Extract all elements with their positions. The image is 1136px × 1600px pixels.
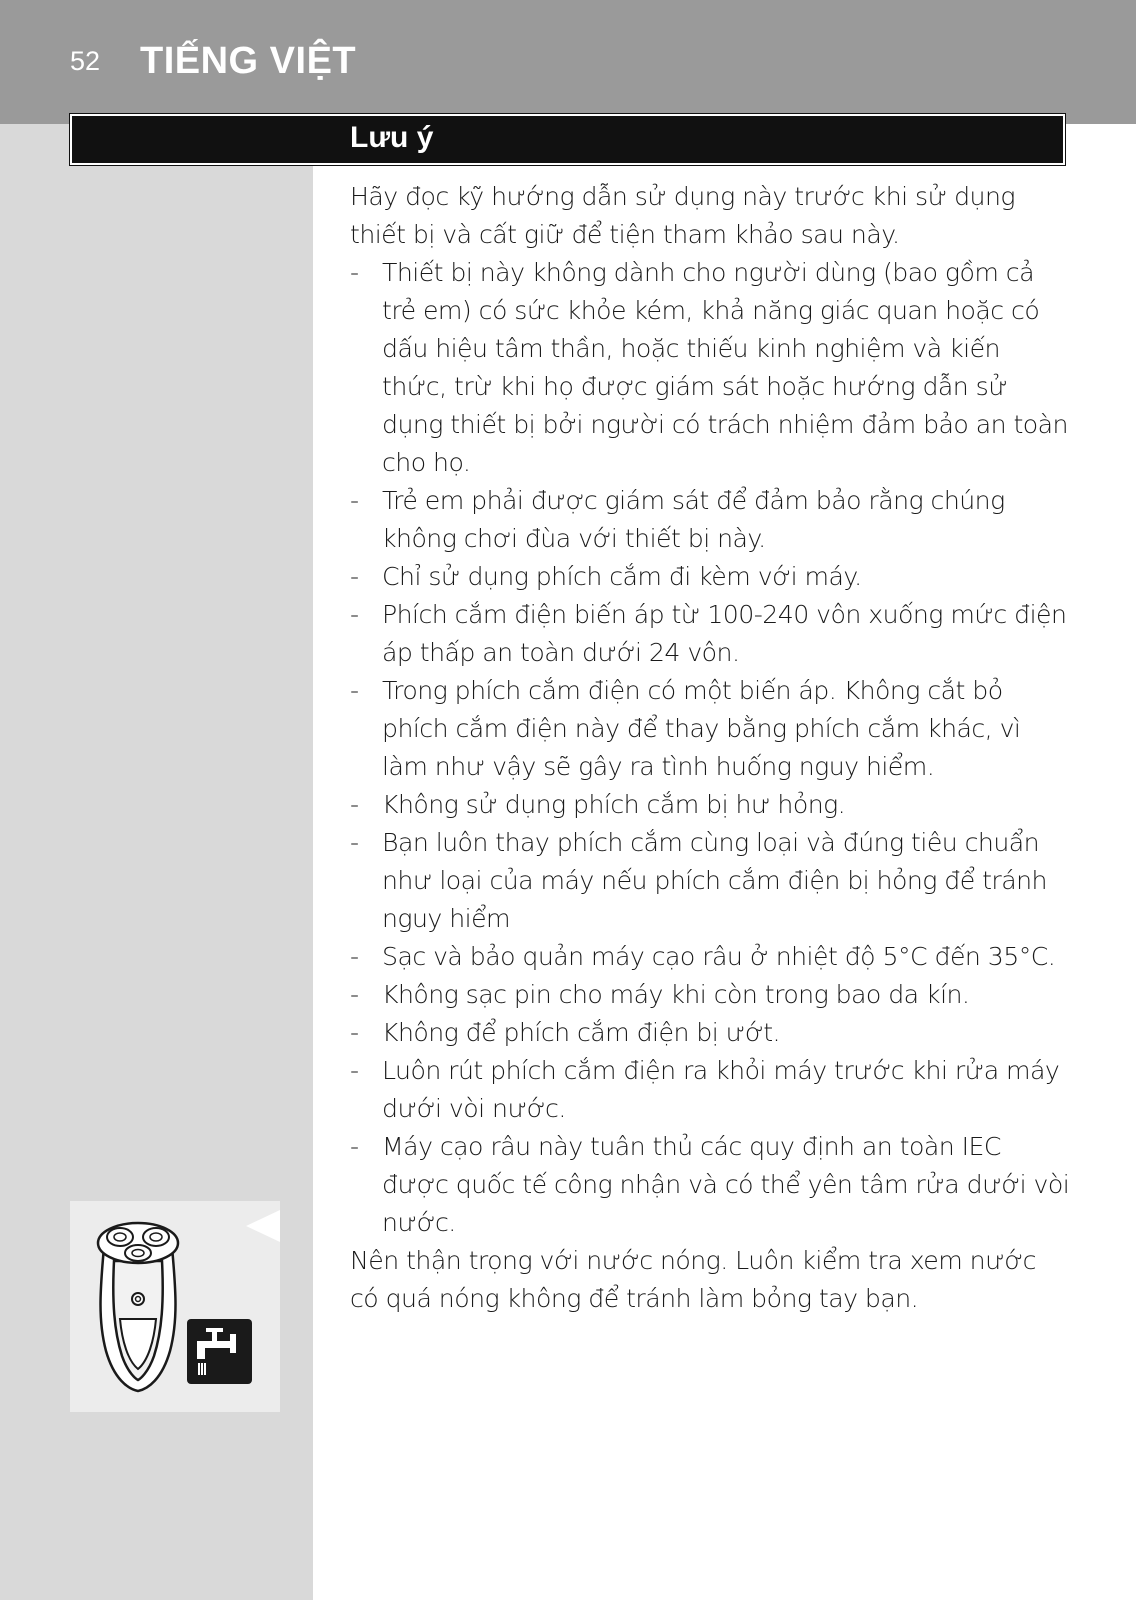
page-number: 52 (70, 46, 101, 76)
list-item-text: Trẻ em phải được giám sát để đảm bảo rằng chúng không chơi đùa với thiết bị này. (382, 486, 1005, 553)
list-item (350, 786, 1070, 824)
water-tap-icon (187, 1319, 252, 1384)
intro-paragraph: Hãy đọc kỹ hướng dẫn sử dụng này trước khi sử dụng thiết bị và cất giữ để tiện tham khảo sau này. (350, 182, 1015, 249)
warning-list (350, 254, 1070, 1242)
list-item-text: Chỉ sử dụng phích cắm đi kèm với máy. (382, 562, 862, 591)
list-item (350, 824, 1070, 938)
list-item-text: Không sử dụng phích cắm bị hư hỏng. (382, 790, 846, 819)
bullet-dash: - (350, 942, 359, 971)
list-item-text: Phích cắm điện biến áp từ 100-240 vôn xuống mức điện áp thấp an toàn dưới 24 vôn. (382, 600, 1067, 667)
list-item-text: Trong phích cắm điện có một biến áp. Không cắt bỏ phích cắm điện này để thay bằng phích cắm khác, vì làm như vậy sẽ gây ra tình huống nguy hiểm. (382, 676, 1021, 781)
bullet-dash: - (350, 790, 359, 819)
section-title: TIẾNG VIỆT (140, 40, 357, 82)
bullet-dash: - (350, 1056, 359, 1085)
bullet-dash: - (350, 486, 359, 515)
shaver-icon (98, 1223, 178, 1391)
list-item-text: Máy cạo râu này tuân thủ các quy định an toàn IEC được quốc tế công nhận và có thể yên tâm rửa dưới vòi nước. (382, 1132, 1070, 1237)
section-heading: Lưu ý (350, 121, 434, 154)
bullet-dash: - (350, 676, 359, 705)
body-text (350, 178, 1070, 1318)
list-item-text: Không để phích cắm điện bị ướt. (382, 1018, 781, 1047)
list-item-text: Thiết bị này không dành cho người dùng (bao gồm cả trẻ em) có sức khỏe kém, khả năng giác quan hoặc có dấu hiệu tâm thần, hoặc thiếu kinh nghiệm và kiến thức, trừ khi họ được giám sát hoặc hướng dẫn sử dụng thiết bị bởi người có trách nhiệm đảm bảo an toàn cho họ. (382, 258, 1068, 477)
list-item (350, 976, 1070, 1014)
list-item-text: Sạc và bảo quản máy cạo râu ở nhiệt độ 5°C đến 35°C. (382, 942, 1056, 971)
list-item (350, 1128, 1070, 1242)
bullet-dash: - (350, 600, 359, 629)
list-item (350, 596, 1070, 672)
bullet-dash: - (350, 258, 359, 287)
bullet-dash: - (350, 980, 359, 1009)
bullet-dash: - (350, 1132, 359, 1161)
list-item (350, 672, 1070, 786)
bullet-dash: - (350, 1018, 359, 1047)
list-item (350, 482, 1070, 558)
list-item (350, 1014, 1070, 1052)
outro-paragraph: Nên thận trọng với nước nóng. Luôn kiểm tra xem nước có quá nóng không để tránh làm bỏng tay bạn. (350, 1246, 1036, 1313)
heading-bar (70, 114, 1065, 165)
list-item (350, 558, 1070, 596)
illustration-pointer (246, 1210, 280, 1242)
list-item (350, 938, 1070, 976)
list-item-text: Bạn luôn thay phích cắm cùng loại và đúng tiêu chuẩn như loại của máy nếu phích cắm điện bị hỏng để tránh nguy hiểm (382, 828, 1047, 933)
list-item-text: Không sạc pin cho máy khi còn trong bao da kín. (382, 980, 970, 1009)
bullet-dash: - (350, 562, 359, 591)
bullet-dash: - (350, 828, 359, 857)
list-item (350, 1052, 1070, 1128)
list-item (350, 254, 1070, 482)
list-item-text: Luôn rút phích cắm điện ra khỏi máy trước khi rửa máy dưới vòi nước. (382, 1056, 1060, 1123)
